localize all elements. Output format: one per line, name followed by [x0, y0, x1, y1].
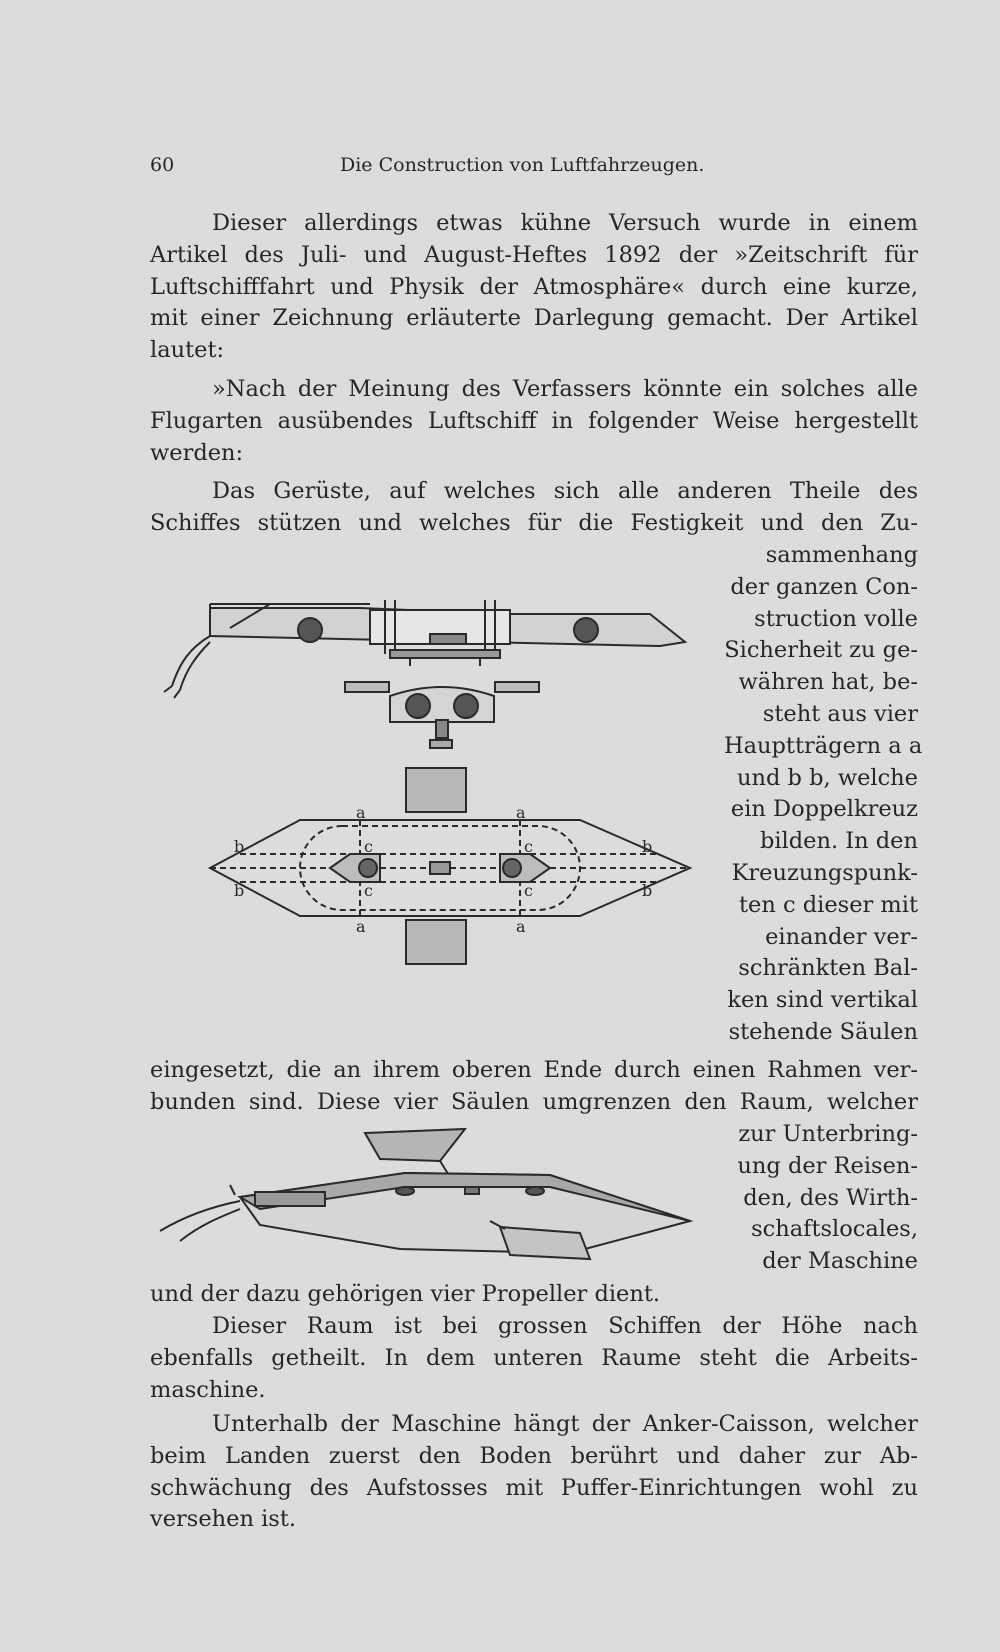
text-line: mit einer Zeichnung erläuterte Darlegung gemacht. Der Artikel	[150, 305, 918, 332]
text-line: währen hat, be-	[738, 669, 918, 696]
text-line: zur Unterbring-	[738, 1121, 918, 1147]
text-line: und b b, welche	[737, 764, 918, 791]
cross-section-drawing	[345, 682, 539, 748]
text-line: schaftslocales,	[751, 1216, 918, 1243]
text-line: ken sind vertikal	[727, 987, 918, 1014]
text-line: und der dazu gehörigen vier Propeller dient.	[150, 1281, 661, 1307]
figure-label-c: c	[524, 881, 533, 900]
text-line: struction volle	[754, 605, 918, 632]
text-line: Flugarten ausübendes Luftschiff in folgender Weise hergestellt	[150, 407, 918, 434]
figure-label-b: b	[642, 881, 653, 900]
text-line: Luftschifffahrt und Physik der Atmosphäre« durch eine kurze,	[150, 273, 918, 300]
text-line: maschine.	[150, 1376, 266, 1403]
paragraph-3-end	[150, 1279, 918, 1311]
figure-label-c: c	[524, 837, 533, 856]
text-line: Unterhalb der Maschine hängt der Anker-Caisson, welcher	[212, 1411, 918, 1437]
page-number: 60	[150, 154, 175, 176]
paragraph-2	[150, 374, 918, 469]
text-line: Dieser allerdings etwas kühne Versuch wurde in einem	[212, 210, 918, 236]
text-line: Hauptträgern a a	[724, 732, 923, 759]
text-line: Kreuzungspunk-	[731, 859, 918, 886]
text-line: Dieser Raum ist bei grossen Schiffen der Höhe nach	[212, 1313, 918, 1339]
figure-label-a: a	[356, 803, 366, 822]
text-line: stehende Säulen	[728, 1018, 918, 1045]
paragraph-1	[150, 208, 918, 367]
text-line: lautet:	[150, 337, 225, 364]
figure-label-a: a	[356, 917, 366, 936]
text-line: Das Gerüste, auf welches sich alle anderen Theile des	[212, 478, 918, 504]
text-line: sammenhang	[765, 542, 918, 568]
airship-drawings-figure	[150, 590, 710, 1020]
text-line: ein Doppelkreuz	[730, 796, 918, 823]
text-line: den, des Wirth-	[743, 1184, 918, 1211]
running-title: Die Construction von Luftfahrzeugen.	[340, 154, 705, 176]
paragraph-3-continued	[150, 1055, 918, 1119]
text-line: einander ver-	[765, 923, 918, 950]
figure-label-b: b	[642, 837, 653, 856]
side-elevation-drawing	[164, 600, 685, 698]
paragraph-5	[150, 1409, 918, 1536]
airship-perspective-drawing	[150, 1125, 710, 1270]
figure-label-c: c	[364, 837, 373, 856]
running-header	[150, 154, 736, 176]
text-line: der Maschine	[762, 1248, 918, 1275]
side-column-1	[724, 540, 923, 1049]
figure-label-a: a	[516, 803, 526, 822]
text-line: versehen ist.	[150, 1506, 297, 1533]
text-line: der ganzen Con-	[730, 573, 918, 600]
figure-label-b: b	[234, 837, 245, 856]
figure-label-c: c	[364, 881, 373, 900]
paragraph-4	[150, 1311, 918, 1406]
figure-label-b: b	[234, 881, 245, 900]
text-line: beim Landen zuerst den Boden berührt und daher zur Ab-	[150, 1442, 918, 1469]
text-line: ung der Reisen-	[737, 1152, 918, 1179]
text-line: eingesetzt, die an ihrem oberen Ende durch einen Rahmen ver-	[150, 1057, 918, 1083]
text-line: schwächung des Aufstosses mit Puffer-Einrichtungen wohl zu	[150, 1474, 918, 1501]
text-line: bilden. In den	[759, 828, 918, 855]
paragraph-3	[150, 476, 918, 540]
text-line: Sicherheit zu ge-	[724, 637, 918, 664]
text-line: ebenfalls getheilt. In dem unteren Raume steht die Arbeits-	[150, 1344, 918, 1371]
text-line: schränkten Bal-	[738, 955, 918, 982]
side-column-2	[724, 1119, 918, 1278]
text-line: bunden sind. Diese vier Säulen umgrenzen den Raum, welcher	[150, 1088, 918, 1115]
text-line: werden:	[150, 439, 244, 466]
plan-view-drawing	[210, 768, 690, 964]
text-line: Artikel des Juli- und August-Heftes 1892 der »Zeitschrift für	[150, 241, 918, 268]
text-line: Schiffes stützen und welches für die Festigkeit und den Zu-	[150, 509, 918, 536]
text-line: »Nach der Meinung des Verfassers könnte ein solches alle	[212, 376, 918, 402]
text-line: steht aus vier	[762, 700, 918, 727]
figure-label-a: a	[516, 917, 526, 936]
text-line: ten c dieser mit	[738, 891, 918, 918]
